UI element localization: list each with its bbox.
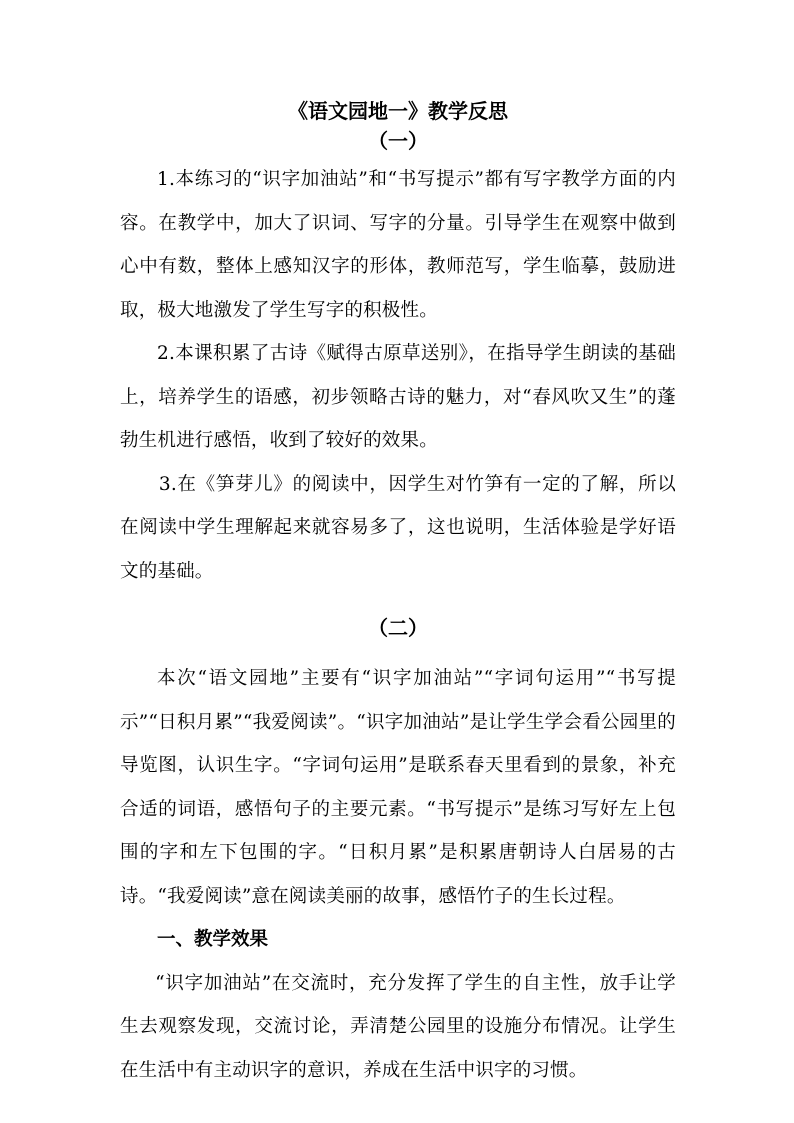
document-page	[120, 96, 676, 1092]
part-one-item-2: 2.本课积累了古诗《赋得古原草送别》，在指导学生朗读的基础上，培养学生的语感，初步领略古诗的魅力，对“春风吹又生”的蓬勃生机进行感悟，收到了较好的效果。	[120, 343, 676, 451]
part-one-label: （一）	[368, 129, 428, 153]
part-two-intro: 本次“语文园地”主要有“识字加油站”“字词句运用”“书写提示”“日积月累”“我爱阅读”。“识字加油站”是让学生学会看公园里的导览图，认识生字。“字词句运用”是联系春天里看到的景象，补充合适的词语，感悟句子的主要元素。“书写提示”是练习写好左上包围的字和左下包围的字。“日积月累”是积累唐朝诗人白居易的古诗。“我爱阅读”意在阅读美丽的故事，感悟竹子的生长过程。	[120, 668, 676, 907]
section-one-heading: 一、教学效果	[157, 929, 269, 950]
part-one-item-1: 1.本练习的“识字加油站”和“书写提示”都有写字教学方面的内容。在教学中，加大了识词、写字的分量。引导学生在观察中做到心中有数，整体上感知汉字的形体，教师范写，学生临摹，鼓励进取，极大地激发了学生写字的积极性。	[120, 169, 676, 321]
section-one-text: “识字加油站”在交流时，充分发挥了学生的自主性，放手让学生去观察发现，交流讨论，弄清楚公园里的设施分布情况。让学生在生活中有主动识字的意识，养成在生活中识字的习惯。	[120, 972, 676, 1081]
document-title: 《语文园地一》教学反思	[288, 99, 508, 123]
part-one-item-3: 3.在《笋芽儿》的阅读中，因学生对竹笋有一定的了解，所以在阅读中学生理解起来就容易多了，这也说明，生活体验是学好语文的基础。	[120, 473, 676, 582]
part-two-label: （二）	[368, 616, 428, 640]
